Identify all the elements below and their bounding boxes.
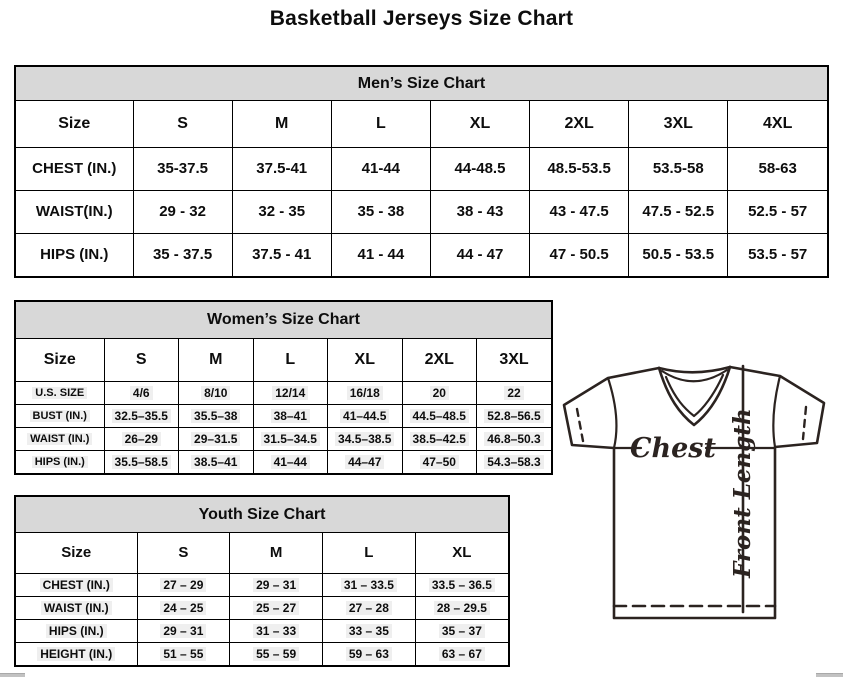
- womens-size-chart: [14, 300, 553, 475]
- women-value-cell-text: 8/10: [201, 386, 230, 400]
- men-value-cell: 48.5-53.5: [530, 147, 629, 190]
- men-value-cell: 38 - 43: [430, 190, 529, 233]
- women-size-header-cell: Size: [16, 339, 104, 381]
- women-value-cell: [328, 404, 403, 427]
- youth-chart-title: Youth Size Chart: [16, 497, 508, 533]
- youth-value-cell-text: 24 – 25: [160, 601, 206, 615]
- youth-row-label: [16, 573, 137, 596]
- youth-row-label-text: HEIGHT (IN.): [37, 647, 115, 661]
- women-table-row: [16, 450, 551, 473]
- women-value-cell-text: 38.5–42.5: [410, 432, 469, 446]
- men-row-label: HIPS (IN.): [16, 233, 133, 276]
- front-length-label: Front Length: [729, 408, 756, 578]
- women-value-cell: [253, 450, 328, 473]
- women-value-cell: [104, 404, 179, 427]
- youth-size-table: [16, 533, 508, 665]
- women-value-cell-text: 41–44: [271, 455, 310, 469]
- women-value-cell-text: 35.5–38: [191, 409, 240, 423]
- youth-value-cell-text: 55 – 59: [253, 647, 299, 661]
- men-value-cell: 35-37.5: [133, 147, 232, 190]
- women-value-cell: [477, 404, 552, 427]
- men-row-label: WAIST(IN.): [16, 190, 133, 233]
- men-value-cell: 53.5 - 57: [728, 233, 827, 276]
- right-armhole-seam: [773, 376, 780, 447]
- women-table-row: [16, 427, 551, 450]
- jersey-diagram-svg: [556, 359, 838, 629]
- scrollbar-fragment-right[interactable]: [816, 673, 843, 677]
- men-value-cell: 37.5 - 41: [232, 233, 331, 276]
- youth-column-header-L: L: [323, 533, 416, 573]
- men-header-row: [16, 101, 827, 147]
- men-value-cell: 47 - 50.5: [530, 233, 629, 276]
- mens-chart-title: Men’s Size Chart: [16, 67, 827, 101]
- women-column-header-S: S: [104, 339, 179, 381]
- men-value-cell: 50.5 - 53.5: [629, 233, 728, 276]
- women-value-cell-text: 31.5–34.5: [261, 432, 320, 446]
- women-value-cell-text: 35.5–58.5: [112, 455, 171, 469]
- women-value-cell-text: 22: [504, 386, 523, 400]
- women-value-cell-text: 16/18: [347, 386, 383, 400]
- youth-table-row: [16, 596, 508, 619]
- youth-value-cell-text: 51 – 55: [160, 647, 206, 661]
- women-value-cell: [179, 450, 254, 473]
- men-value-cell: 58-63: [728, 147, 827, 190]
- youth-value-cell: [323, 642, 416, 665]
- left-cuff-stitch: [577, 409, 583, 441]
- scrollbar-fragment-left[interactable]: [0, 673, 25, 677]
- women-column-header-2XL: 2XL: [402, 339, 477, 381]
- youth-row-label-text: HIPS (IN.): [46, 624, 107, 638]
- youth-value-cell: [230, 642, 323, 665]
- chest-label: Chest: [630, 433, 716, 464]
- women-value-cell: [253, 404, 328, 427]
- women-row-label: [16, 427, 104, 450]
- women-value-cell: [477, 450, 552, 473]
- men-value-cell: 47.5 - 52.5: [629, 190, 728, 233]
- youth-table-row: [16, 573, 508, 596]
- women-value-cell: [179, 427, 254, 450]
- women-value-cell-text: 38.5–41: [191, 455, 240, 469]
- womens-size-table: [16, 339, 551, 473]
- women-row-label: [16, 450, 104, 473]
- women-value-cell-text: 32.5–35.5: [112, 409, 171, 423]
- youth-value-cell-text: 35 – 37: [439, 624, 485, 638]
- youth-value-cell: [415, 642, 508, 665]
- women-value-cell: [328, 381, 403, 404]
- women-value-cell-text: 44.5–48.5: [410, 409, 469, 423]
- women-value-cell-text: 26–29: [122, 432, 161, 446]
- youth-row-label-text: WAIST (IN.): [41, 601, 112, 615]
- women-value-cell-text: 54.3–58.3: [484, 455, 543, 469]
- youth-size-header-cell: Size: [16, 533, 137, 573]
- men-value-cell: 35 - 37.5: [133, 233, 232, 276]
- men-value-cell: 41-44: [331, 147, 430, 190]
- women-value-cell: [402, 404, 477, 427]
- men-value-cell: 37.5-41: [232, 147, 331, 190]
- women-value-cell-text: 47–50: [420, 455, 459, 469]
- youth-value-cell-text: 25 – 27: [253, 601, 299, 615]
- women-value-cell-text: 4/6: [130, 386, 153, 400]
- men-value-cell: 43 - 47.5: [530, 190, 629, 233]
- youth-column-header-XL: XL: [415, 533, 508, 573]
- men-value-cell: 41 - 44: [331, 233, 430, 276]
- left-armhole-seam: [608, 378, 616, 448]
- women-value-cell-text: 52.8–56.5: [484, 409, 543, 423]
- youth-row-label: [16, 619, 137, 642]
- men-value-cell: 52.5 - 57: [728, 190, 827, 233]
- youth-value-cell-text: 59 – 63: [346, 647, 392, 661]
- women-value-cell-text: 12/14: [272, 386, 308, 400]
- women-value-cell-text: 41–44.5: [340, 409, 389, 423]
- youth-table-row: [16, 642, 508, 665]
- women-column-header-M: M: [179, 339, 254, 381]
- youth-value-cell-text: 28 – 29.5: [434, 601, 490, 615]
- men-column-header-M: M: [232, 101, 331, 147]
- women-header-row: [16, 339, 551, 381]
- youth-value-cell: [230, 596, 323, 619]
- women-value-cell: [179, 381, 254, 404]
- men-row-label: CHEST (IN.): [16, 147, 133, 190]
- women-table-row: [16, 404, 551, 427]
- youth-row-label: [16, 596, 137, 619]
- women-row-label-text: U.S. SIZE: [32, 387, 87, 399]
- women-column-header-3XL: 3XL: [477, 339, 552, 381]
- men-column-header-4XL: 4XL: [728, 101, 827, 147]
- men-value-cell: 53.5-58: [629, 147, 728, 190]
- women-column-header-XL: XL: [328, 339, 403, 381]
- men-table-row: [16, 147, 827, 190]
- youth-value-cell-text: 31 – 33: [253, 624, 299, 638]
- youth-value-cell-text: 27 – 29: [160, 578, 206, 592]
- men-value-cell: 44-48.5: [430, 147, 529, 190]
- men-column-header-XL: XL: [430, 101, 529, 147]
- youth-value-cell-text: 29 – 31: [160, 624, 206, 638]
- youth-value-cell: [230, 619, 323, 642]
- youth-size-chart: [14, 495, 510, 667]
- youth-value-cell: [323, 596, 416, 619]
- youth-value-cell: [323, 573, 416, 596]
- women-value-cell: [253, 381, 328, 404]
- youth-value-cell: [230, 573, 323, 596]
- women-value-cell-text: 38–41: [271, 409, 310, 423]
- youth-value-cell-text: 27 – 28: [346, 601, 392, 615]
- women-value-cell: [477, 427, 552, 450]
- right-cuff-stitch: [803, 407, 806, 439]
- youth-value-cell-text: 33 – 35: [346, 624, 392, 638]
- men-column-header-2XL: 2XL: [530, 101, 629, 147]
- women-value-cell: [104, 450, 179, 473]
- men-size-header-cell: Size: [16, 101, 133, 147]
- jersey-outline: [564, 367, 824, 618]
- women-row-label-text: BUST (IN.): [30, 410, 90, 422]
- men-column-header-L: L: [331, 101, 430, 147]
- women-value-cell-text: 34.5–38.5: [335, 432, 394, 446]
- men-table-row: [16, 190, 827, 233]
- women-row-label: [16, 381, 104, 404]
- youth-value-cell: [415, 596, 508, 619]
- men-value-cell: 35 - 38: [331, 190, 430, 233]
- women-value-cell: [104, 381, 179, 404]
- women-value-cell: [402, 381, 477, 404]
- mens-size-chart: [14, 65, 829, 278]
- youth-row-label: [16, 642, 137, 665]
- youth-value-cell: [137, 596, 230, 619]
- youth-value-cell-text: 33.5 – 36.5: [429, 578, 495, 592]
- youth-value-cell: [137, 642, 230, 665]
- collar-top-edge: [659, 367, 730, 372]
- women-value-cell: [179, 404, 254, 427]
- youth-value-cell: [137, 573, 230, 596]
- men-column-header-3XL: 3XL: [629, 101, 728, 147]
- youth-value-cell-text: 63 – 67: [439, 647, 485, 661]
- men-value-cell: 44 - 47: [430, 233, 529, 276]
- men-value-cell: 29 - 32: [133, 190, 232, 233]
- men-value-cell: 32 - 35: [232, 190, 331, 233]
- youth-value-cell: [137, 619, 230, 642]
- mens-size-table: [16, 101, 827, 276]
- youth-table-row: [16, 619, 508, 642]
- women-value-cell: [253, 427, 328, 450]
- youth-value-cell-text: 29 – 31: [253, 578, 299, 592]
- men-column-header-S: S: [133, 101, 232, 147]
- women-table-row: [16, 381, 551, 404]
- women-value-cell-text: 46.8–50.3: [484, 432, 543, 446]
- women-value-cell-text: 29–31.5: [191, 432, 240, 446]
- youth-row-label-text: CHEST (IN.): [40, 578, 113, 592]
- women-value-cell-text: 20: [430, 386, 449, 400]
- women-value-cell: [328, 450, 403, 473]
- women-column-header-L: L: [253, 339, 328, 381]
- women-row-label-text: WAIST (IN.): [27, 433, 92, 445]
- jersey-measurement-diagram: [556, 359, 838, 629]
- youth-column-header-S: S: [137, 533, 230, 573]
- women-row-label-text: HIPS (IN.): [32, 456, 88, 468]
- men-table-row: [16, 233, 827, 276]
- page-title: Basketball Jerseys Size Chart: [269, 7, 574, 30]
- youth-column-header-M: M: [230, 533, 323, 573]
- women-value-cell-text: 44–47: [345, 455, 384, 469]
- youth-value-cell-text: 31 – 33.5: [341, 578, 397, 592]
- women-row-label: [16, 404, 104, 427]
- women-value-cell: [104, 427, 179, 450]
- youth-value-cell: [415, 619, 508, 642]
- women-value-cell: [477, 381, 552, 404]
- youth-value-cell: [415, 573, 508, 596]
- women-value-cell: [402, 427, 477, 450]
- youth-value-cell: [323, 619, 416, 642]
- youth-header-row: [16, 533, 508, 573]
- womens-chart-title: Women’s Size Chart: [16, 302, 551, 339]
- women-value-cell: [402, 450, 477, 473]
- women-value-cell: [328, 427, 403, 450]
